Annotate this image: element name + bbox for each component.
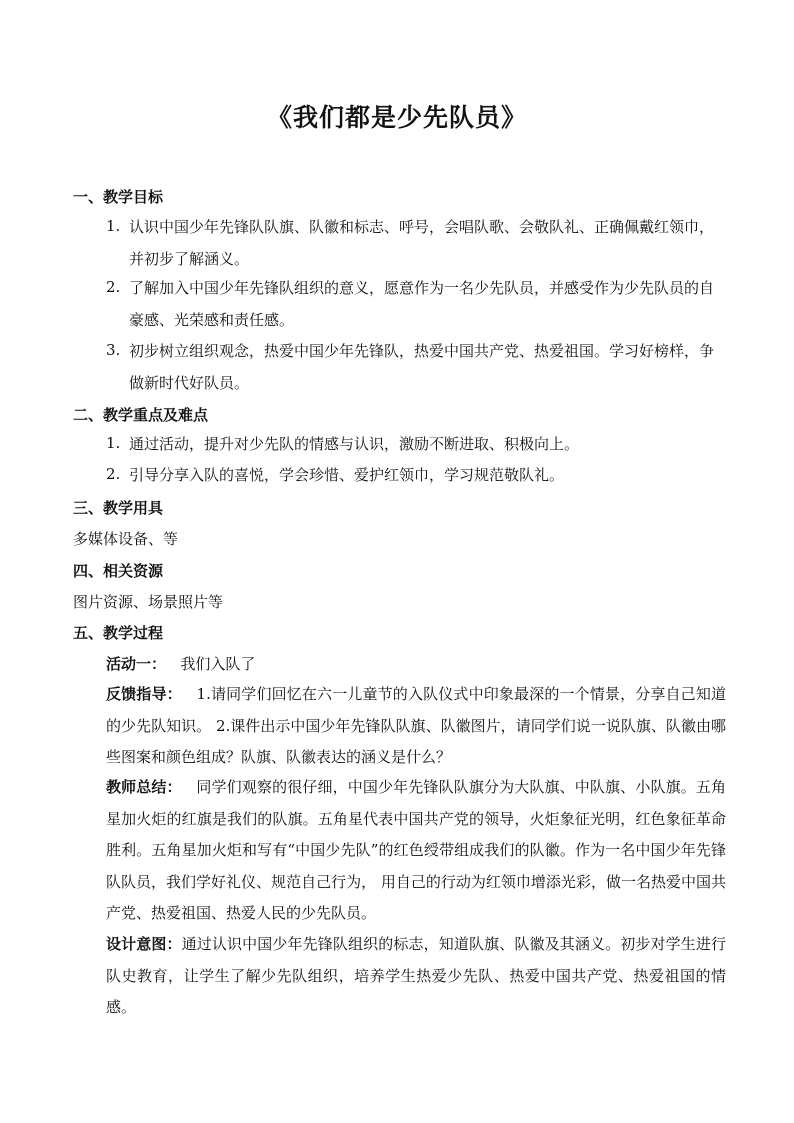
- item-number: 2.: [106, 465, 121, 483]
- section-heading-process: 五、教学过程: [73, 624, 164, 642]
- section-heading-key-points: 二、教学重点及难点: [73, 406, 209, 424]
- section-heading-resources: 四、相关资源: [73, 562, 164, 580]
- feedback-label: 反馈指导：: [106, 685, 182, 703]
- section-heading-tools: 三、教学用具: [73, 499, 164, 517]
- resources-text: 图片资源、场景照片等: [73, 593, 224, 611]
- item-text: 引导分享入队的喜悦，学会珍惜、爱护红领巾，学习规范敬队礼。: [129, 466, 565, 484]
- section-heading-objectives: 一、教学目标: [73, 188, 164, 206]
- objective-item-3: [106, 335, 726, 399]
- feedback-text: 1.请同学们回忆在六一儿童节的入队仪式中印象最深的一个情景，分享自己知道的少先队知识。 2.课件出示中国少年先锋队队旗、队徽图片，请同学们说一说队旗、队徽由哪些图案和颜色组成？队旗、队徽表达的涵义是什么？: [106, 685, 726, 766]
- item-text: 了解加入中国少年先锋队组织的意义，愿意作为一名少先队员，并感受作为少先队员的自豪感、光荣感和责任感。: [129, 279, 715, 329]
- summary-label: 教师总结：: [106, 778, 182, 796]
- item-text: 通过活动，提升对少先队的情感与认识，激励不断进取、积极向上。: [129, 435, 580, 453]
- item-number: 3.: [106, 341, 121, 359]
- intent-text: 通过认识中国少年先锋队组织的标志，知道队旗、队徽及其涵义。初步对学生进行队史教育，让学生了解少先队组织，培养学生热爱少先队、热爱中国共产党、热爱祖国的情感。: [106, 935, 726, 1016]
- item-number: 1.: [106, 434, 121, 452]
- key-point-item-1: [106, 428, 726, 460]
- activity-label: 活动一：: [106, 655, 167, 673]
- item-text: 认识中国少年先锋队队旗、队徽和标志、呼号，会唱队歌、会敬队礼、正确佩戴红领巾，并初步了解涵义。: [129, 218, 715, 268]
- activity-name: 我们入队了: [180, 655, 256, 673]
- intent-paragraph: [106, 929, 726, 1024]
- intent-label: 设计意图：: [106, 935, 182, 953]
- key-point-item-2: [106, 459, 726, 491]
- activity-line: [106, 653, 255, 674]
- summary-text: 同学们观察的很仔细，中国少年先锋队队旗分为大队旗、中队旗、小队旗。五角星加火炬的红旗是我们的队旗。五角星代表中国共产党的领导，火炬象征光明，红色象征革命胜利。五角星加火炬和写有“中国少先队”的红色绶带组成我们的队徽。作为一名中国少年先锋队队员，我们学好礼仪、规范自己行为， 用自己的行动为红领巾增添光彩，做一名热爱中国共产党、热爱祖国、热爱人民的少先队员。: [106, 778, 726, 922]
- document-title: 《我们都是少先队员》: [266, 103, 527, 132]
- objective-item-2: [106, 272, 726, 336]
- tools-text: 多媒体设备、等: [73, 530, 179, 548]
- item-number: 2.: [106, 278, 121, 296]
- item-number: 1.: [106, 217, 121, 235]
- feedback-paragraph: [106, 679, 726, 774]
- item-text: 初步树立组织观念，热爱中国少年先锋队，热爱中国共产党、热爱祖国。学习好榜样，争做新时代好队员。: [129, 342, 715, 392]
- objective-item-1: [106, 211, 726, 275]
- summary-paragraph: [106, 772, 726, 930]
